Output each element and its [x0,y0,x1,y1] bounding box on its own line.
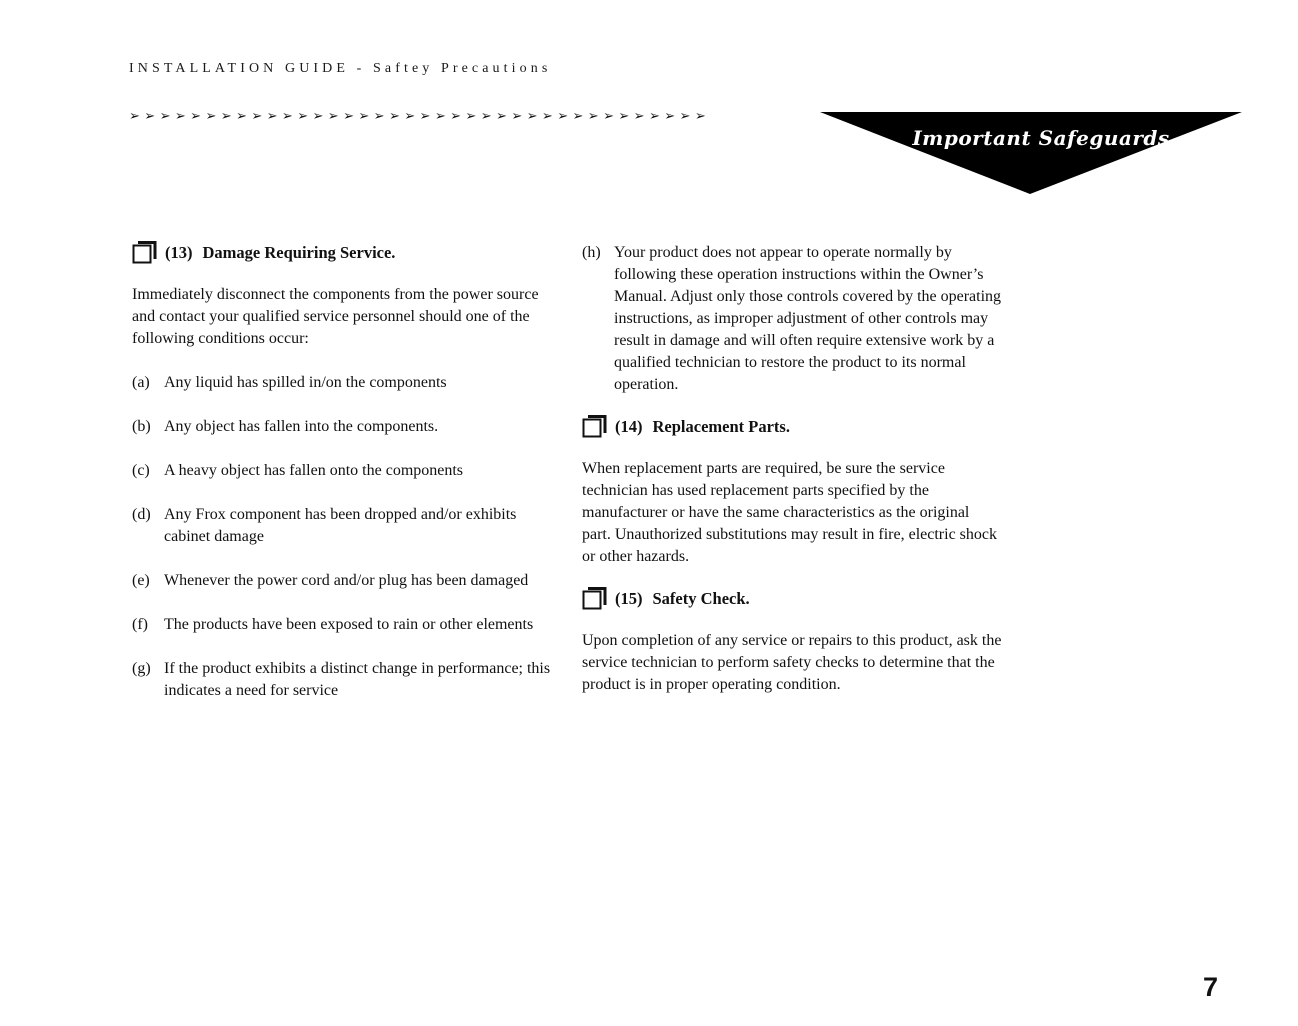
list-label: (c) [132,462,150,479]
section-15-number: (15) [615,589,643,608]
list-item [132,570,562,592]
section-14-heading [582,414,1002,440]
list-text: Whenever the power cord and/or plug has been damaged [164,572,529,589]
list-label: (h) [582,244,601,261]
list-label: (g) [132,660,151,677]
checkbox-icon [582,415,607,440]
banner-title: Important Safeguards [912,126,1170,150]
list-label: (b) [132,418,151,435]
section-15-title: Safety Check. [652,589,750,608]
page-number: 7 [1203,972,1219,1002]
list-text: If the product exhibits a distinct change in performance; this indicates a need for service [164,660,551,699]
section-13-heading [132,240,562,266]
list-text: The products have been exposed to rain or other elements [164,616,534,633]
list-label: (d) [132,506,151,523]
checkbox-icon [582,587,607,612]
section-14-number: (14) [615,417,643,436]
list-label: (e) [132,572,150,589]
list-text: A heavy object has fallen onto the components [164,462,464,479]
list-item [132,614,562,636]
section-14-body: When replacement parts are required, be sure the service technician has used replacement parts specified by the manufacturer or have the same characteristics as the original part. Unauthorized substitutions may result in fire, electric shock or other hazards. [582,460,997,565]
list-text: Any object has fallen into the components. [164,418,439,435]
section-14-title: Replacement Parts. [652,417,790,436]
checkbox-icon [132,241,157,266]
list-label: (f) [132,616,148,633]
list-text: Any Frox component has been dropped and/or exhibits cabinet damage [164,506,517,545]
arrow-rule-divider: ➢➢➢➢➢➢➢➢➢➢➢➢➢➢➢➢➢➢➢➢➢➢➢➢➢➢➢➢➢➢➢➢➢➢➢➢➢➢ [129,108,711,123]
running-header: INSTALLATION GUIDE - Saftey Precautions [129,61,552,76]
list-item [132,372,562,394]
left-column [132,240,562,702]
list-text: Any liquid has spilled in/on the components [164,374,447,391]
list-item [132,504,562,548]
list-item [132,460,562,482]
list-text: Your product does not appear to operate normally by following these operation instructions within the Owner’s Manual. Adjust only those controls covered by the operating instructions, as improper adjustment of other controls may result in damage and will often require extensive work by a qualified technician to restore the product to its normal operation. [614,244,1002,393]
list-item-h [582,242,1002,396]
list-item [132,658,562,702]
section-13-title: Damage Requiring Service. [202,243,396,262]
section-13-intro: Immediately disconnect the components from the power source and contact your qualified service personnel should one of the following conditions occur: [132,286,539,347]
right-column [582,240,1002,696]
list-item [132,416,562,438]
section-15-heading [582,586,1002,612]
banner-triangle-shape [820,112,1242,196]
section-15-body: Upon completion of any service or repairs to this product, ask the service technician to perform safety checks to determine that the product is in proper operating condition. [582,632,1002,693]
important-safeguards-banner [820,112,1242,196]
section-13-number: (13) [165,243,193,262]
list-label: (a) [132,374,150,391]
